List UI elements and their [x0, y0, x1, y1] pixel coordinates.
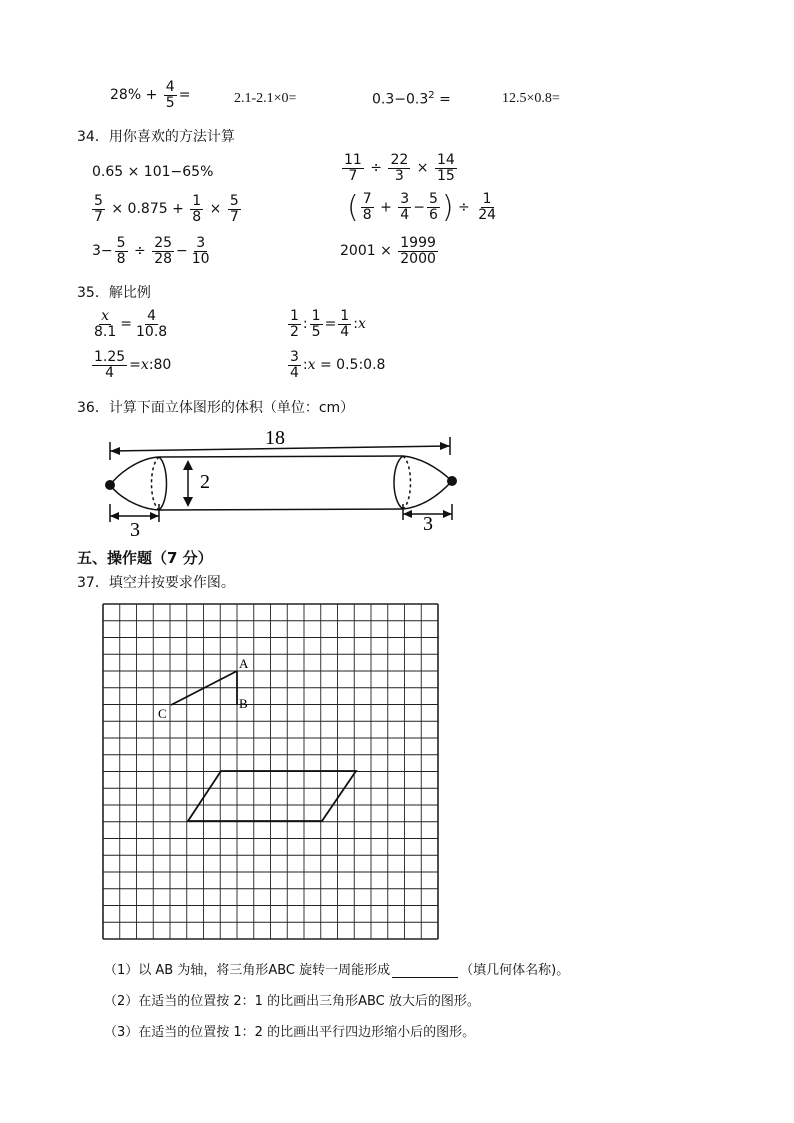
cone-left-arrow-b: [150, 512, 159, 520]
q34-title: 34．用你喜欢的方法计算: [77, 129, 235, 145]
e6-pre: 2001 ×: [340, 243, 392, 260]
e4-n3: 5: [428, 191, 438, 208]
q34-expr-5: [92, 236, 214, 266]
e5-op2: −: [176, 243, 188, 260]
q34-expr-2: [340, 153, 459, 183]
p3-eq: =: [129, 357, 141, 374]
e2-frac-2: [388, 153, 410, 183]
p2-colon-2: :: [353, 316, 358, 333]
right-base-back: [394, 456, 403, 509]
left-base-front: [159, 457, 167, 510]
item1-fraction: [164, 80, 177, 110]
label-point-b: B: [239, 696, 248, 711]
e2-n1: 11: [344, 152, 362, 168]
top-row-item-1: [110, 80, 190, 110]
e5-d1: 8: [116, 250, 126, 267]
cone-left-label: 3: [130, 519, 140, 540]
p2-d1: 2: [290, 323, 299, 340]
height-arrow-bottom: [183, 497, 193, 507]
left-apex-dot: [105, 480, 115, 490]
item3-exp: 2: [428, 90, 435, 101]
left-cone-outline: [110, 457, 159, 510]
e4-d4: 24: [478, 207, 497, 223]
e6-d1: 2000: [400, 250, 436, 267]
e2-frac-1: [342, 153, 364, 183]
p4-colon: :: [302, 357, 308, 374]
q34-expr-6: [340, 236, 440, 266]
q35-prop-4: [286, 350, 385, 380]
p3-rest: :80: [148, 357, 172, 374]
item3-eq: =: [434, 91, 451, 108]
sub1-before: （1）以 AB 为轴，将三角形ABC 旋转一周能形成: [104, 963, 391, 978]
e6-frac-1: [398, 236, 438, 266]
e3-frac-2: [190, 194, 203, 224]
item1-num: 4: [165, 79, 175, 95]
e4-n1: 7: [362, 191, 372, 208]
e2-frac-3: [435, 153, 457, 183]
p3-n1: 1.25: [94, 349, 126, 365]
q37-sub-2: （2）在适当的位置按 2：1 的比画出三角形ABC 放大后的图形。: [104, 994, 480, 1009]
answer-blank[interactable]: [392, 963, 458, 978]
e2-n3: 14: [436, 152, 455, 168]
parallelogram: [188, 771, 356, 821]
item3-base: 0.3−0.3: [372, 91, 429, 108]
p3-x: x: [140, 357, 149, 374]
p1-n1: x: [101, 308, 110, 324]
e4-frac-3: [427, 192, 440, 222]
e5-frac-1: [115, 236, 128, 266]
e5-n1: 5: [116, 235, 126, 251]
e3-frac-3: [228, 194, 241, 224]
p1-d1: 8.1: [94, 323, 117, 340]
q37-sub-1: [104, 959, 569, 978]
top-row-item-4: 12.5×0.8=: [502, 91, 560, 106]
e3-op: ×: [209, 201, 222, 218]
p1-frac-2: [134, 309, 169, 339]
height-label: 2: [200, 471, 210, 493]
p1-d2: 10.8: [136, 323, 168, 340]
e4-d2: 4: [400, 207, 410, 223]
right-base-front: [403, 456, 411, 509]
e2-n2: 22: [390, 152, 409, 168]
left-base-back: [152, 457, 160, 510]
q34-expr-1: 0.65 × 101−65%: [92, 164, 214, 180]
e4-rparen: ): [441, 190, 454, 225]
right-apex-dot: [447, 476, 457, 486]
q35-prop-3: [90, 350, 171, 380]
top-row-item-2: 2.1-2.1×0=: [234, 91, 297, 106]
cone-right-arrow-b: [443, 510, 452, 518]
e3-n1: 5: [94, 193, 103, 209]
item1-prefix: 28% +: [110, 87, 158, 104]
p2-frac-1: [288, 309, 301, 339]
q37-sub-3: （3）在适当的位置按 1：2 的比画出平行四边形缩小后的图形。: [104, 1025, 476, 1040]
e5-frac-2: [152, 236, 174, 266]
q35-prop-1: [90, 309, 171, 339]
length-label: 18: [265, 427, 285, 449]
q35-title: 35．解比例: [77, 285, 151, 301]
p2-frac-3: [338, 309, 351, 339]
q35-prop-2: [286, 309, 366, 339]
p3-frac-1: [92, 350, 127, 380]
q34-expr-4: [347, 190, 500, 225]
cone-left-arrow-a: [110, 512, 119, 520]
label-point-a: A: [239, 656, 249, 671]
p3-d1: 4: [105, 364, 115, 381]
p4-x: x: [307, 357, 316, 374]
e5-d3: 10: [191, 250, 210, 267]
p4-frac-1: [288, 350, 301, 380]
cylinder-bottom-edge: [159, 509, 403, 510]
e3-mid: × 0.875 +: [111, 201, 184, 218]
e3-d2: 8: [192, 208, 202, 225]
p2-d2: 5: [311, 323, 321, 340]
item1-eq: =: [178, 87, 191, 104]
e2-op2: ×: [416, 160, 429, 177]
p2-n1: 1: [290, 308, 299, 324]
e5-n3: 3: [196, 235, 206, 251]
e5-frac-3: [190, 236, 212, 266]
e3-d1: 7: [94, 208, 103, 225]
p2-colon-1: :: [302, 316, 308, 333]
e2-op1: ÷: [370, 160, 383, 177]
p4-d1: 4: [290, 364, 299, 381]
p2-n3: 1: [340, 308, 350, 324]
label-point-c: C: [158, 706, 167, 721]
sub1-after: （填几何体名称)。: [460, 963, 570, 978]
q34-expr-3: [90, 194, 243, 224]
e4-frac-1: [361, 192, 374, 222]
p1-frac-1: [92, 309, 118, 339]
e4-op3: ÷: [458, 199, 470, 216]
e5-pre: 3−: [92, 243, 113, 260]
height-arrow-top: [183, 460, 193, 470]
e2-d2: 3: [394, 167, 404, 184]
p1-n2: 4: [147, 308, 157, 324]
e5-d2: 28: [154, 250, 173, 267]
top-row-item-3: [372, 90, 451, 108]
e5-n2: 25: [154, 235, 173, 251]
e4-n2: 3: [400, 191, 410, 208]
e3-d3: 7: [229, 208, 239, 225]
right-cone-outline: [403, 456, 452, 509]
q37-title: 37．填空并按要求作图。: [77, 575, 235, 591]
e4-n4: 1: [482, 191, 492, 208]
item1-den: 5: [165, 94, 175, 111]
e4-d1: 8: [362, 207, 372, 223]
e5-op1: ÷: [134, 243, 146, 260]
p4-rest: = 0.5:0.8: [320, 357, 386, 374]
e3-n3: 5: [229, 193, 239, 209]
e4-frac-4: [476, 192, 498, 222]
q36-title: 36．计算下面立体图形的体积（单位：cm）: [77, 400, 355, 416]
section-5-title: 五、操作题（7 分）: [77, 549, 213, 567]
length-arrow-left: [110, 447, 120, 455]
e2-d1: 7: [348, 167, 358, 184]
e4-d3: 6: [428, 207, 438, 223]
e3-n2: 1: [192, 193, 202, 209]
q36-solid-figure: [95, 420, 465, 540]
p2-eq: =: [324, 316, 337, 333]
cylinder-top-edge: [159, 456, 403, 457]
p2-d3: 4: [340, 323, 350, 340]
p4-n1: 3: [290, 349, 299, 365]
p1-eq: =: [120, 316, 132, 333]
e4-lparen: (: [347, 190, 359, 225]
q37-grid-figure: [100, 602, 450, 944]
e4-op1: +: [380, 199, 392, 216]
cone-right-label: 3: [423, 513, 433, 535]
e6-n1: 1999: [400, 235, 436, 251]
length-arrow-right: [440, 442, 450, 450]
p2-x: x: [357, 316, 366, 333]
p2-n2: 1: [311, 308, 321, 324]
e3-frac-1: [92, 194, 105, 224]
p2-frac-2: [310, 309, 323, 339]
e4-op2: −: [413, 199, 425, 216]
e2-d3: 15: [436, 167, 455, 184]
cone-right-arrow-a: [403, 510, 412, 518]
e4-frac-2: [398, 192, 411, 222]
